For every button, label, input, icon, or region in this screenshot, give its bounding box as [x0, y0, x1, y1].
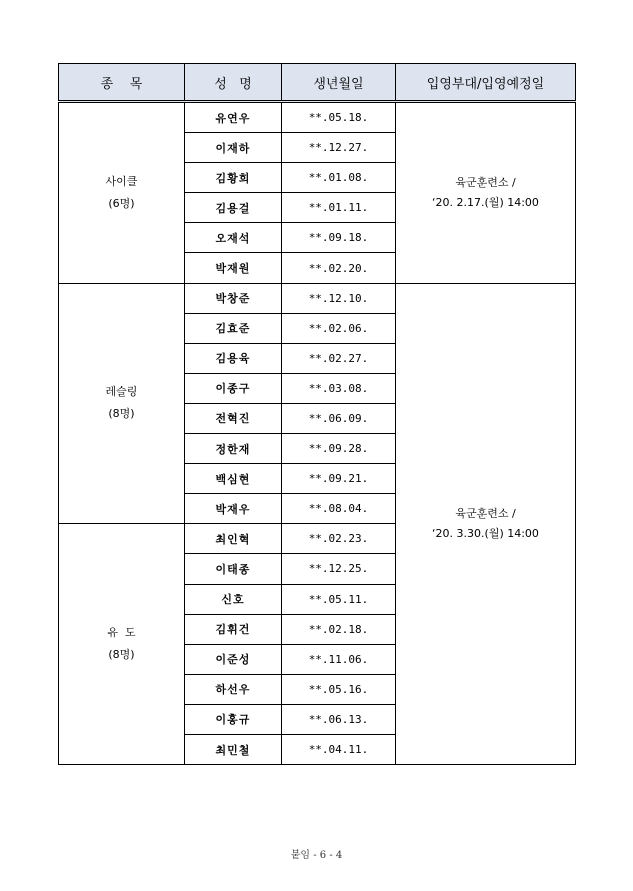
athlete-birthdate: **.01.08.: [282, 163, 396, 193]
athlete-birthdate: **.12.10.: [282, 283, 396, 313]
athlete-name: 전혁진: [185, 403, 282, 433]
athlete-name: 이홍규: [185, 704, 282, 734]
header-unit-date: 입영부대/입영예정일: [396, 64, 576, 102]
athlete-name: 박재우: [185, 494, 282, 524]
enlistment-unit-cell: [396, 102, 576, 284]
sport-name: 레슬링: [105, 385, 138, 399]
athlete-name: 정한재: [185, 434, 282, 464]
sport-count: (8명): [108, 648, 135, 662]
enlistment-place: 육군훈련소 /: [455, 506, 516, 520]
athlete-name: 최인혁: [185, 524, 282, 554]
athlete-name: 신호: [185, 584, 282, 614]
athlete-birthdate: **.06.13.: [282, 704, 396, 734]
athlete-name: 이태종: [185, 554, 282, 584]
athlete-birthdate: **.04.11.: [282, 734, 396, 764]
athlete-birthdate: **.02.27.: [282, 343, 396, 373]
athlete-name: 오재석: [185, 223, 282, 253]
athlete-birthdate: **.01.11.: [282, 193, 396, 223]
header-name: 성 명: [185, 64, 282, 102]
athlete-name: 이준성: [185, 644, 282, 674]
table-row: [59, 102, 576, 133]
athlete-birthdate: **.09.18.: [282, 223, 396, 253]
sport-cell: [59, 102, 185, 284]
athlete-name: 이종구: [185, 373, 282, 403]
header-birthdate: 생년월일: [282, 64, 396, 102]
athlete-birthdate: **.09.28.: [282, 434, 396, 464]
enlistment-unit-cell: [396, 283, 576, 765]
athlete-birthdate: **.02.20.: [282, 253, 396, 283]
sport-cell: [59, 283, 185, 524]
sport-name: 사이클: [105, 174, 138, 188]
header-row: [59, 64, 576, 102]
athlete-birthdate: **.03.08.: [282, 373, 396, 403]
enlistment-date: ‘20. 3.30.(월) 14:00: [432, 526, 539, 540]
athlete-birthdate: **.05.18.: [282, 102, 396, 133]
athlete-birthdate: **.06.09.: [282, 403, 396, 433]
athlete-name: 이재하: [185, 133, 282, 163]
athlete-birthdate: **.05.16.: [282, 674, 396, 704]
athlete-name: 백심현: [185, 464, 282, 494]
athlete-name: 김효준: [185, 313, 282, 343]
athlete-name: 박창준: [185, 283, 282, 313]
sport-count: (8명): [108, 407, 135, 421]
athlete-birthdate: **.02.18.: [282, 614, 396, 644]
athlete-birthdate: **.02.06.: [282, 313, 396, 343]
enlistment-place: 육군훈련소 /: [455, 175, 516, 189]
athlete-birthdate: **.12.25.: [282, 554, 396, 584]
athlete-birthdate: **.08.04.: [282, 494, 396, 524]
athlete-name: 김휘건: [185, 614, 282, 644]
athlete-name: 유연우: [185, 102, 282, 133]
table-body: [59, 102, 576, 765]
athlete-name: 김용걸: [185, 193, 282, 223]
header-sport: 종 목: [59, 64, 185, 102]
athlete-birthdate: **.11.06.: [282, 644, 396, 674]
sport-name: 유 도: [107, 626, 136, 640]
sport-cell: [59, 524, 185, 765]
athlete-birthdate: **.09.21.: [282, 464, 396, 494]
athlete-birthdate: **.12.27.: [282, 133, 396, 163]
table-row: [59, 283, 576, 313]
athlete-name: 김용육: [185, 343, 282, 373]
enlistment-date: ‘20. 2.17.(월) 14:00: [432, 195, 539, 209]
sport-count: (6명): [108, 196, 135, 210]
athlete-enlistment-table: [58, 63, 576, 765]
page-footer: 붙임 - 6 - 4: [290, 850, 343, 861]
athlete-name: 김황희: [185, 163, 282, 193]
athlete-name: 최민철: [185, 734, 282, 764]
athlete-name: 박재원: [185, 253, 282, 283]
athlete-birthdate: **.02.23.: [282, 524, 396, 554]
athlete-name: 하선우: [185, 674, 282, 704]
athlete-birthdate: **.05.11.: [282, 584, 396, 614]
